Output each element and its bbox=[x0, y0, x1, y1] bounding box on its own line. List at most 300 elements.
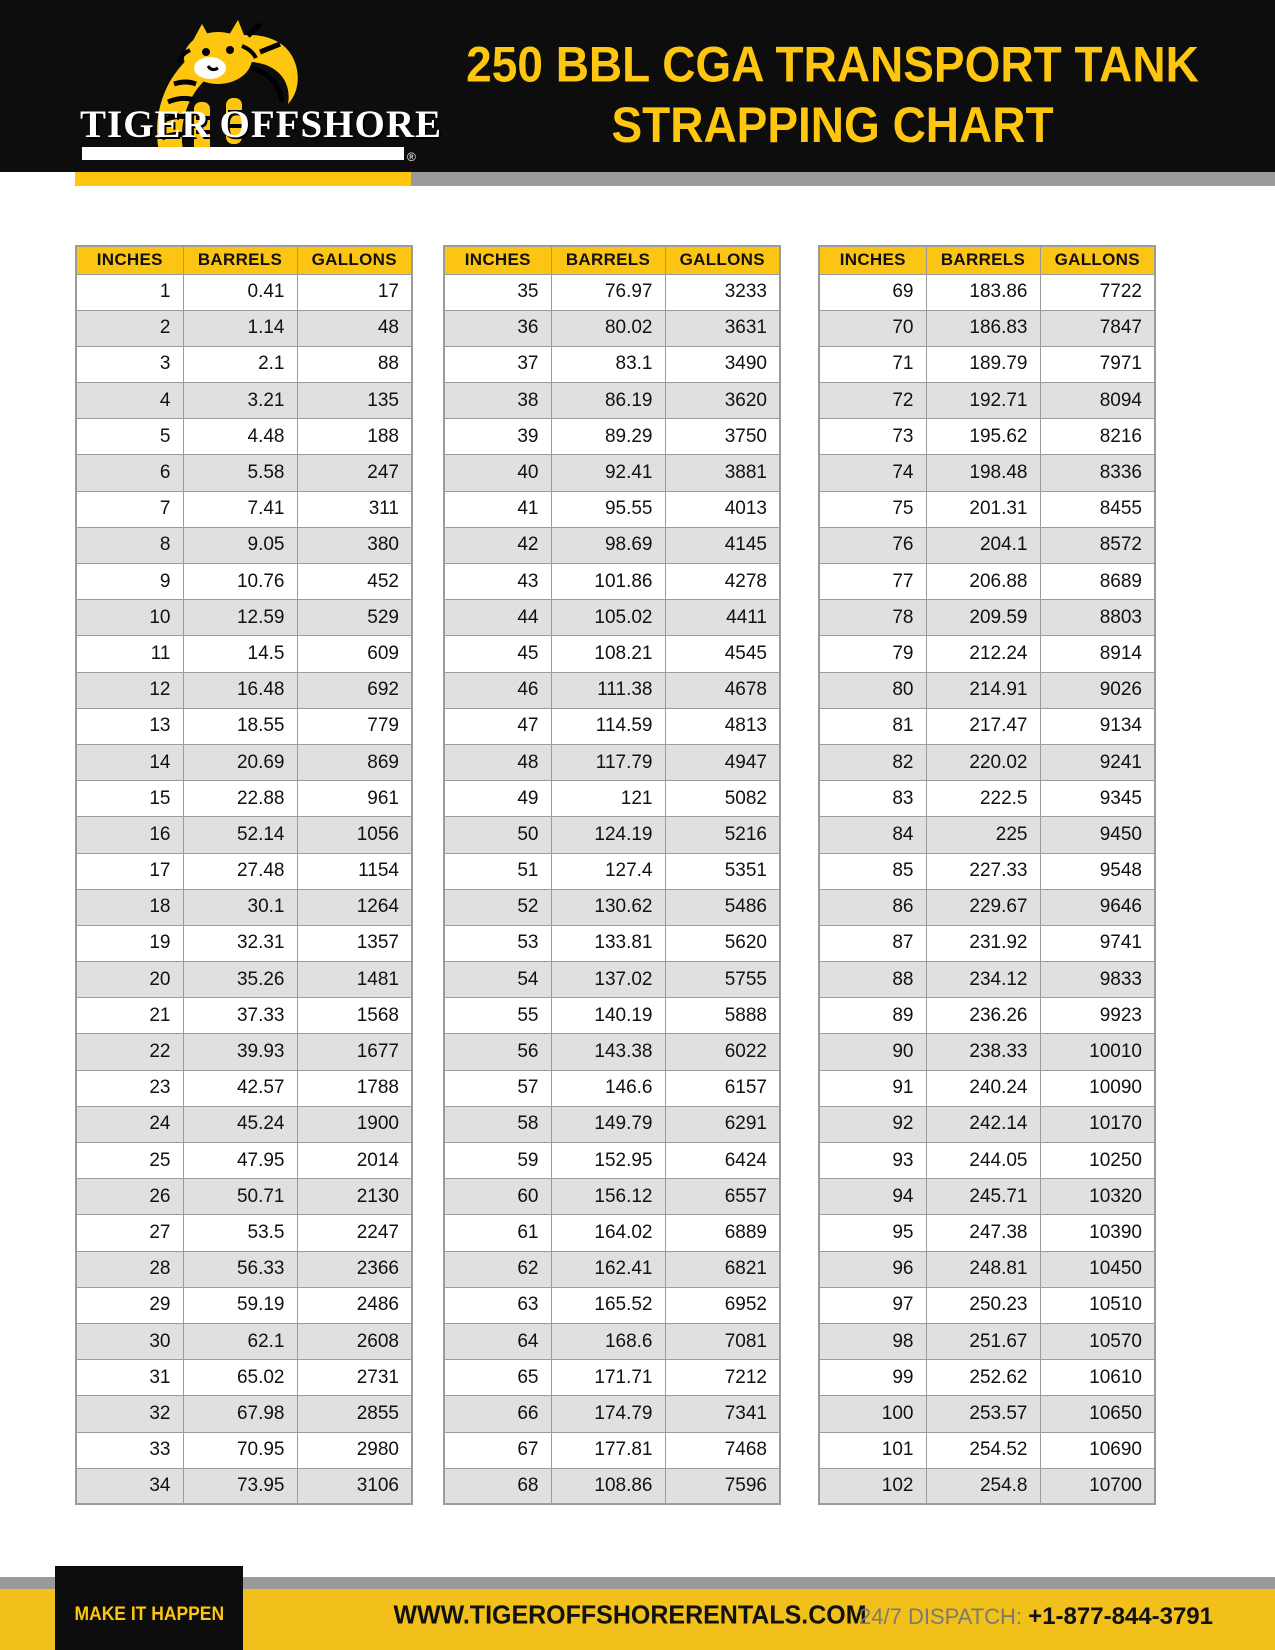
inches-cell: 12 bbox=[76, 672, 183, 708]
gallons-cell: 5351 bbox=[665, 853, 780, 889]
table-row bbox=[819, 274, 1155, 310]
inches-cell: 1 bbox=[76, 274, 183, 310]
inches-cell: 7 bbox=[76, 491, 183, 527]
gallons-cell: 1154 bbox=[297, 853, 412, 889]
inches-cell: 22 bbox=[76, 1034, 183, 1070]
inches-cell: 59 bbox=[444, 1143, 551, 1179]
inches-cell: 95 bbox=[819, 1215, 926, 1251]
inches-cell: 60 bbox=[444, 1179, 551, 1215]
barrels-cell: 242.14 bbox=[926, 1106, 1040, 1142]
table-row bbox=[819, 962, 1155, 998]
barrels-cell: 10.76 bbox=[183, 564, 297, 600]
column-header-barrels: BARRELS bbox=[926, 246, 1040, 274]
barrels-cell: 231.92 bbox=[926, 925, 1040, 961]
barrels-cell: 35.26 bbox=[183, 962, 297, 998]
inches-cell: 61 bbox=[444, 1215, 551, 1251]
gallons-cell: 8094 bbox=[1040, 383, 1155, 419]
gallons-cell: 8216 bbox=[1040, 419, 1155, 455]
gallons-cell: 5082 bbox=[665, 781, 780, 817]
gallons-cell: 4947 bbox=[665, 744, 780, 780]
table-row bbox=[76, 1287, 412, 1323]
table-row bbox=[76, 1106, 412, 1142]
gallons-cell: 6291 bbox=[665, 1106, 780, 1142]
gallons-cell: 7081 bbox=[665, 1323, 780, 1359]
gallons-cell: 9741 bbox=[1040, 925, 1155, 961]
inches-cell: 36 bbox=[444, 310, 551, 346]
barrels-cell: 162.41 bbox=[551, 1251, 665, 1287]
inches-cell: 42 bbox=[444, 527, 551, 563]
inches-cell: 28 bbox=[76, 1251, 183, 1287]
gallons-cell: 9241 bbox=[1040, 744, 1155, 780]
table-row bbox=[444, 672, 780, 708]
inches-cell: 102 bbox=[819, 1468, 926, 1504]
gallons-cell: 9548 bbox=[1040, 853, 1155, 889]
gallons-cell: 8572 bbox=[1040, 527, 1155, 563]
barrels-cell: 62.1 bbox=[183, 1323, 297, 1359]
gallons-cell: 3490 bbox=[665, 346, 780, 382]
table-row bbox=[444, 925, 780, 961]
inches-cell: 82 bbox=[819, 744, 926, 780]
barrels-cell: 220.02 bbox=[926, 744, 1040, 780]
barrels-cell: 42.57 bbox=[183, 1070, 297, 1106]
barrels-cell: 164.02 bbox=[551, 1215, 665, 1251]
gallons-cell: 9134 bbox=[1040, 708, 1155, 744]
gallons-cell: 10170 bbox=[1040, 1106, 1155, 1142]
gallons-cell: 6952 bbox=[665, 1287, 780, 1323]
barrels-cell: 16.48 bbox=[183, 672, 297, 708]
column-header-inches: INCHES bbox=[819, 246, 926, 274]
gallons-cell: 9923 bbox=[1040, 998, 1155, 1034]
table-row bbox=[444, 1070, 780, 1106]
gallons-cell: 692 bbox=[297, 672, 412, 708]
barrels-cell: 156.12 bbox=[551, 1179, 665, 1215]
barrels-cell: 217.47 bbox=[926, 708, 1040, 744]
gallons-cell: 135 bbox=[297, 383, 412, 419]
table-row bbox=[76, 1396, 412, 1432]
barrels-cell: 83.1 bbox=[551, 346, 665, 382]
gallons-cell: 7341 bbox=[665, 1396, 780, 1432]
gallons-cell: 10250 bbox=[1040, 1143, 1155, 1179]
gallons-cell: 10650 bbox=[1040, 1396, 1155, 1432]
barrels-cell: 195.62 bbox=[926, 419, 1040, 455]
gallons-cell: 2608 bbox=[297, 1323, 412, 1359]
barrels-cell: 59.19 bbox=[183, 1287, 297, 1323]
footer-tagline: MAKE IT HAPPEN bbox=[74, 1604, 224, 1625]
table-row bbox=[819, 1179, 1155, 1215]
table-row bbox=[819, 925, 1155, 961]
table-row bbox=[76, 383, 412, 419]
inches-cell: 94 bbox=[819, 1179, 926, 1215]
table-header-row bbox=[444, 246, 780, 274]
inches-cell: 21 bbox=[76, 998, 183, 1034]
table-row bbox=[76, 1143, 412, 1179]
table-row bbox=[819, 1396, 1155, 1432]
barrels-cell: 89.29 bbox=[551, 419, 665, 455]
table-header-row bbox=[819, 246, 1155, 274]
barrels-cell: 229.67 bbox=[926, 889, 1040, 925]
barrels-cell: 168.6 bbox=[551, 1323, 665, 1359]
inches-cell: 11 bbox=[76, 636, 183, 672]
barrels-cell: 53.5 bbox=[183, 1215, 297, 1251]
inches-cell: 33 bbox=[76, 1432, 183, 1468]
inches-cell: 20 bbox=[76, 962, 183, 998]
gallons-cell: 8455 bbox=[1040, 491, 1155, 527]
barrels-cell: 189.79 bbox=[926, 346, 1040, 382]
inches-cell: 65 bbox=[444, 1360, 551, 1396]
strapping-table-3 bbox=[818, 245, 1156, 1505]
table-row bbox=[819, 672, 1155, 708]
table-row bbox=[76, 672, 412, 708]
dispatch-label: 24/7 DISPATCH: bbox=[859, 1604, 1023, 1629]
table-row bbox=[444, 1179, 780, 1215]
logo-word-tiger: TIGER bbox=[80, 103, 211, 146]
table-row bbox=[819, 781, 1155, 817]
barrels-cell: 111.38 bbox=[551, 672, 665, 708]
inches-cell: 70 bbox=[819, 310, 926, 346]
table-row bbox=[819, 1215, 1155, 1251]
inches-cell: 86 bbox=[819, 889, 926, 925]
gallons-cell: 7847 bbox=[1040, 310, 1155, 346]
table-row bbox=[76, 1215, 412, 1251]
table-row bbox=[444, 817, 780, 853]
table-row bbox=[444, 1215, 780, 1251]
barrels-cell: 130.62 bbox=[551, 889, 665, 925]
gallons-cell: 8803 bbox=[1040, 600, 1155, 636]
gallons-cell: 6889 bbox=[665, 1215, 780, 1251]
page-title-line1: 250 BBL CGA TRANSPORT TANK bbox=[466, 36, 1199, 93]
inches-cell: 14 bbox=[76, 744, 183, 780]
barrels-cell: 240.24 bbox=[926, 1070, 1040, 1106]
gallons-cell: 8914 bbox=[1040, 636, 1155, 672]
inches-cell: 89 bbox=[819, 998, 926, 1034]
table-row bbox=[444, 274, 780, 310]
table-row bbox=[444, 1034, 780, 1070]
gallons-cell: 2980 bbox=[297, 1432, 412, 1468]
barrels-cell: 18.55 bbox=[183, 708, 297, 744]
table-row bbox=[444, 600, 780, 636]
barrels-cell: 254.8 bbox=[926, 1468, 1040, 1504]
inches-cell: 66 bbox=[444, 1396, 551, 1432]
barrels-cell: 108.21 bbox=[551, 636, 665, 672]
gallons-cell: 4278 bbox=[665, 564, 780, 600]
table-row bbox=[444, 1323, 780, 1359]
barrels-cell: 76.97 bbox=[551, 274, 665, 310]
table-row bbox=[76, 889, 412, 925]
inches-cell: 81 bbox=[819, 708, 926, 744]
barrels-cell: 254.52 bbox=[926, 1432, 1040, 1468]
gallons-cell: 6821 bbox=[665, 1251, 780, 1287]
strapping-table-2 bbox=[443, 245, 781, 1505]
table-row bbox=[444, 1468, 780, 1504]
gallons-cell: 7212 bbox=[665, 1360, 780, 1396]
inches-cell: 85 bbox=[819, 853, 926, 889]
table-row bbox=[76, 600, 412, 636]
inches-cell: 96 bbox=[819, 1251, 926, 1287]
table-row bbox=[444, 853, 780, 889]
table-row bbox=[444, 781, 780, 817]
barrels-cell: 245.71 bbox=[926, 1179, 1040, 1215]
barrels-cell: 101.86 bbox=[551, 564, 665, 600]
table-row bbox=[76, 1251, 412, 1287]
gallons-cell: 7971 bbox=[1040, 346, 1155, 382]
table-row bbox=[819, 383, 1155, 419]
gallons-cell: 961 bbox=[297, 781, 412, 817]
barrels-cell: 2.1 bbox=[183, 346, 297, 382]
inches-cell: 27 bbox=[76, 1215, 183, 1251]
footer-tagline-box bbox=[55, 1566, 243, 1650]
inches-cell: 75 bbox=[819, 491, 926, 527]
barrels-cell: 22.88 bbox=[183, 781, 297, 817]
inches-cell: 45 bbox=[444, 636, 551, 672]
table-row bbox=[76, 1070, 412, 1106]
table-row bbox=[819, 1287, 1155, 1323]
table-row bbox=[444, 708, 780, 744]
barrels-cell: 32.31 bbox=[183, 925, 297, 961]
table-row bbox=[76, 310, 412, 346]
gallons-cell: 529 bbox=[297, 600, 412, 636]
gallons-cell: 4545 bbox=[665, 636, 780, 672]
gallons-cell: 10700 bbox=[1040, 1468, 1155, 1504]
gallons-cell: 1788 bbox=[297, 1070, 412, 1106]
table-row bbox=[444, 1143, 780, 1179]
gallons-cell: 4678 bbox=[665, 672, 780, 708]
column-header-gallons: GALLONS bbox=[297, 246, 412, 274]
tiger-offshore-logo bbox=[75, 0, 443, 172]
inches-cell: 43 bbox=[444, 564, 551, 600]
table-row bbox=[819, 889, 1155, 925]
table-row bbox=[444, 1251, 780, 1287]
gallons-cell: 4013 bbox=[665, 491, 780, 527]
table-header-row bbox=[76, 246, 412, 274]
barrels-cell: 39.93 bbox=[183, 1034, 297, 1070]
inches-cell: 40 bbox=[444, 455, 551, 491]
column-header-inches: INCHES bbox=[444, 246, 551, 274]
inches-cell: 25 bbox=[76, 1143, 183, 1179]
table-row bbox=[76, 1432, 412, 1468]
table-row bbox=[76, 527, 412, 563]
table-row bbox=[76, 1468, 412, 1504]
table-row bbox=[76, 817, 412, 853]
table-row bbox=[76, 998, 412, 1034]
inches-cell: 31 bbox=[76, 1360, 183, 1396]
table-row bbox=[444, 1106, 780, 1142]
barrels-cell: 117.79 bbox=[551, 744, 665, 780]
barrels-cell: 201.31 bbox=[926, 491, 1040, 527]
table-row bbox=[819, 817, 1155, 853]
logo-wordmark bbox=[80, 102, 443, 147]
table-row bbox=[76, 1034, 412, 1070]
table-row bbox=[444, 455, 780, 491]
page-title-line2: STRAPPING CHART bbox=[611, 96, 1054, 153]
gallons-cell: 9833 bbox=[1040, 962, 1155, 998]
table-row bbox=[76, 419, 412, 455]
table-row bbox=[444, 636, 780, 672]
gallons-cell: 9026 bbox=[1040, 672, 1155, 708]
barrels-cell: 204.1 bbox=[926, 527, 1040, 563]
inches-cell: 77 bbox=[819, 564, 926, 600]
barrels-cell: 143.38 bbox=[551, 1034, 665, 1070]
table-row bbox=[76, 636, 412, 672]
header-accent-bar-gray bbox=[411, 172, 1275, 186]
inches-cell: 34 bbox=[76, 1468, 183, 1504]
table-row bbox=[76, 781, 412, 817]
gallons-cell: 311 bbox=[297, 491, 412, 527]
barrels-cell: 7.41 bbox=[183, 491, 297, 527]
inches-cell: 23 bbox=[76, 1070, 183, 1106]
page-title bbox=[430, 34, 1235, 155]
gallons-cell: 10690 bbox=[1040, 1432, 1155, 1468]
inches-cell: 39 bbox=[444, 419, 551, 455]
gallons-cell: 10610 bbox=[1040, 1360, 1155, 1396]
table-row bbox=[819, 1251, 1155, 1287]
column-header-barrels: BARRELS bbox=[551, 246, 665, 274]
barrels-cell: 171.71 bbox=[551, 1360, 665, 1396]
inches-cell: 15 bbox=[76, 781, 183, 817]
table-row bbox=[444, 744, 780, 780]
gallons-cell: 2731 bbox=[297, 1360, 412, 1396]
barrels-cell: 9.05 bbox=[183, 527, 297, 563]
inches-cell: 30 bbox=[76, 1323, 183, 1359]
barrels-cell: 209.59 bbox=[926, 600, 1040, 636]
inches-cell: 62 bbox=[444, 1251, 551, 1287]
table-row bbox=[444, 1396, 780, 1432]
table-row bbox=[76, 708, 412, 744]
barrels-cell: 20.69 bbox=[183, 744, 297, 780]
logo-underline bbox=[82, 147, 404, 160]
inches-cell: 100 bbox=[819, 1396, 926, 1432]
inches-cell: 35 bbox=[444, 274, 551, 310]
inches-cell: 51 bbox=[444, 853, 551, 889]
table-row bbox=[444, 346, 780, 382]
barrels-cell: 47.95 bbox=[183, 1143, 297, 1179]
gallons-cell: 4813 bbox=[665, 708, 780, 744]
barrels-cell: 73.95 bbox=[183, 1468, 297, 1504]
table-row bbox=[76, 962, 412, 998]
barrels-cell: 253.57 bbox=[926, 1396, 1040, 1432]
dispatch-phone: +1-877-844-3791 bbox=[1028, 1603, 1213, 1630]
barrels-cell: 121 bbox=[551, 781, 665, 817]
inches-cell: 41 bbox=[444, 491, 551, 527]
inches-cell: 26 bbox=[76, 1179, 183, 1215]
inches-cell: 98 bbox=[819, 1323, 926, 1359]
inches-cell: 16 bbox=[76, 817, 183, 853]
barrels-cell: 45.24 bbox=[183, 1106, 297, 1142]
table-row bbox=[819, 1034, 1155, 1070]
barrels-cell: 1.14 bbox=[183, 310, 297, 346]
gallons-cell: 10090 bbox=[1040, 1070, 1155, 1106]
gallons-cell: 609 bbox=[297, 636, 412, 672]
gallons-cell: 6022 bbox=[665, 1034, 780, 1070]
gallons-cell: 2014 bbox=[297, 1143, 412, 1179]
inches-cell: 18 bbox=[76, 889, 183, 925]
barrels-cell: 174.79 bbox=[551, 1396, 665, 1432]
inches-cell: 46 bbox=[444, 672, 551, 708]
table-row bbox=[444, 998, 780, 1034]
gallons-cell: 7468 bbox=[665, 1432, 780, 1468]
inches-cell: 54 bbox=[444, 962, 551, 998]
footer-dispatch bbox=[859, 1603, 1213, 1631]
table-row bbox=[444, 310, 780, 346]
inches-cell: 44 bbox=[444, 600, 551, 636]
gallons-cell: 10570 bbox=[1040, 1323, 1155, 1359]
barrels-cell: 56.33 bbox=[183, 1251, 297, 1287]
inches-cell: 87 bbox=[819, 925, 926, 961]
inches-cell: 2 bbox=[76, 310, 183, 346]
barrels-cell: 250.23 bbox=[926, 1287, 1040, 1323]
barrels-cell: 227.33 bbox=[926, 853, 1040, 889]
gallons-cell: 5486 bbox=[665, 889, 780, 925]
gallons-cell: 48 bbox=[297, 310, 412, 346]
column-header-barrels: BARRELS bbox=[183, 246, 297, 274]
inches-cell: 71 bbox=[819, 346, 926, 382]
gallons-cell: 8689 bbox=[1040, 564, 1155, 600]
barrels-cell: 12.59 bbox=[183, 600, 297, 636]
barrels-cell: 236.26 bbox=[926, 998, 1040, 1034]
gallons-cell: 7722 bbox=[1040, 274, 1155, 310]
gallons-cell: 247 bbox=[297, 455, 412, 491]
inches-cell: 53 bbox=[444, 925, 551, 961]
inches-cell: 5 bbox=[76, 419, 183, 455]
gallons-cell: 3620 bbox=[665, 383, 780, 419]
logo-word-offshore: OFFSHORE bbox=[219, 103, 443, 146]
inches-cell: 4 bbox=[76, 383, 183, 419]
inches-cell: 24 bbox=[76, 1106, 183, 1142]
table-row bbox=[444, 889, 780, 925]
barrels-cell: 186.83 bbox=[926, 310, 1040, 346]
gallons-cell: 779 bbox=[297, 708, 412, 744]
table-row bbox=[444, 1287, 780, 1323]
barrels-cell: 198.48 bbox=[926, 455, 1040, 491]
inches-cell: 79 bbox=[819, 636, 926, 672]
gallons-cell: 2130 bbox=[297, 1179, 412, 1215]
table-row bbox=[76, 491, 412, 527]
barrels-cell: 238.33 bbox=[926, 1034, 1040, 1070]
gallons-cell: 5755 bbox=[665, 962, 780, 998]
table-row bbox=[444, 564, 780, 600]
table-row bbox=[819, 491, 1155, 527]
inches-cell: 99 bbox=[819, 1360, 926, 1396]
gallons-cell: 869 bbox=[297, 744, 412, 780]
inches-cell: 49 bbox=[444, 781, 551, 817]
table-row bbox=[819, 564, 1155, 600]
gallons-cell: 1568 bbox=[297, 998, 412, 1034]
table-row bbox=[819, 636, 1155, 672]
barrels-cell: 86.19 bbox=[551, 383, 665, 419]
table-row bbox=[444, 527, 780, 563]
barrels-cell: 27.48 bbox=[183, 853, 297, 889]
gallons-cell: 4411 bbox=[665, 600, 780, 636]
inches-cell: 97 bbox=[819, 1287, 926, 1323]
table-row bbox=[444, 491, 780, 527]
inches-cell: 6 bbox=[76, 455, 183, 491]
inches-cell: 38 bbox=[444, 383, 551, 419]
table-row bbox=[819, 853, 1155, 889]
inches-cell: 84 bbox=[819, 817, 926, 853]
inches-cell: 72 bbox=[819, 383, 926, 419]
barrels-cell: 5.58 bbox=[183, 455, 297, 491]
inches-cell: 29 bbox=[76, 1287, 183, 1323]
gallons-cell: 10450 bbox=[1040, 1251, 1155, 1287]
barrels-cell: 152.95 bbox=[551, 1143, 665, 1179]
barrels-cell: 222.5 bbox=[926, 781, 1040, 817]
barrels-cell: 234.12 bbox=[926, 962, 1040, 998]
barrels-cell: 252.62 bbox=[926, 1360, 1040, 1396]
table-row bbox=[819, 708, 1155, 744]
header-accent-bar-yellow bbox=[75, 172, 411, 186]
inches-cell: 9 bbox=[76, 564, 183, 600]
inches-cell: 63 bbox=[444, 1287, 551, 1323]
barrels-cell: 251.67 bbox=[926, 1323, 1040, 1359]
